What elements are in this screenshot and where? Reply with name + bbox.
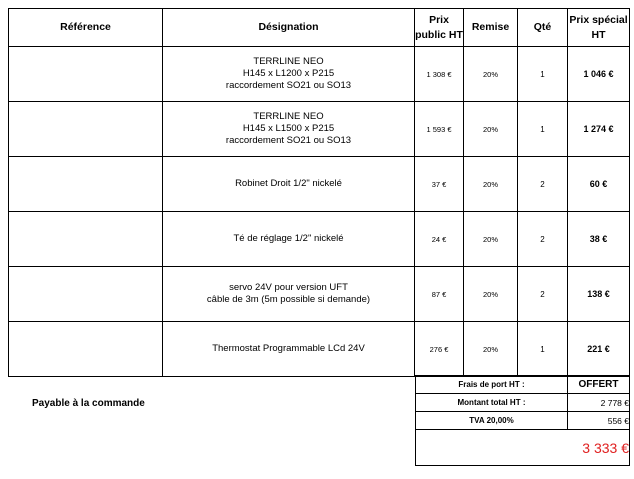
subtotal-row (416, 394, 630, 412)
row-public-price: 87 € (415, 267, 464, 322)
row-discount: 20% (464, 267, 518, 322)
header-special-price: Prix spécial HT (568, 9, 630, 47)
row-discount: 20% (464, 212, 518, 267)
row-discount: 20% (464, 157, 518, 212)
row-special-price: 60 € (568, 157, 630, 212)
table-row (9, 212, 630, 267)
row-special-price: 1 046 € (568, 47, 630, 102)
row-qty: 1 (518, 322, 568, 377)
quote-table (8, 8, 630, 377)
row-reference (9, 212, 163, 267)
row-public-price: 24 € (415, 212, 464, 267)
row-designation: TERRLINE NEO H145 x L1500 x P215 raccordement SO21 ou SO13 (163, 102, 415, 157)
subtotal-label: Montant total HT : (416, 394, 568, 412)
row-designation: Té de réglage 1/2" nickelé (163, 212, 415, 267)
vat-value: 556 € (568, 412, 630, 430)
vat-row (416, 412, 630, 430)
row-public-price: 276 € (415, 322, 464, 377)
row-qty: 2 (518, 267, 568, 322)
vat-label: TVA 20,00% (416, 412, 568, 430)
subtotal-value: 2 778 € (568, 394, 630, 412)
header-qty: Qté (518, 9, 568, 47)
row-public-price: 1 308 € (415, 47, 464, 102)
table-row (9, 102, 630, 157)
row-special-price: 1 274 € (568, 102, 630, 157)
row-discount: 20% (464, 102, 518, 157)
payment-terms: Payable à la commande (32, 398, 145, 409)
row-public-price: 37 € (415, 157, 464, 212)
row-public-price: 1 593 € (415, 102, 464, 157)
table-row (9, 157, 630, 212)
row-qty: 1 (518, 47, 568, 102)
table-row (9, 267, 630, 322)
table-header-row (9, 9, 630, 47)
row-discount: 20% (464, 322, 518, 377)
row-special-price: 138 € (568, 267, 630, 322)
row-designation: servo 24V pour version UFT câble de 3m (5m possible si demande) (163, 267, 415, 322)
row-qty: 2 (518, 157, 568, 212)
row-reference (9, 102, 163, 157)
header-discount: Remise (464, 9, 518, 47)
shipping-row (416, 376, 630, 394)
row-reference (9, 157, 163, 212)
shipping-value: OFFERT (568, 376, 630, 394)
row-qty: 1 (518, 102, 568, 157)
row-special-price: 221 € (568, 322, 630, 377)
row-discount: 20% (464, 47, 518, 102)
row-designation: Robinet Droit 1/2" nickelé (163, 157, 415, 212)
totals-table (415, 375, 630, 466)
row-special-price: 38 € (568, 212, 630, 267)
grand-total-row (416, 430, 630, 466)
table-row (9, 47, 630, 102)
grand-total-value: 3 333 € (416, 430, 630, 466)
table-row (9, 322, 630, 377)
row-reference (9, 267, 163, 322)
row-designation: Thermostat Programmable LCd 24V (163, 322, 415, 377)
shipping-label: Frais de port HT : (416, 376, 568, 394)
row-designation: TERRLINE NEO H145 x L1200 x P215 raccordement SO21 ou SO13 (163, 47, 415, 102)
header-reference: Référence (9, 9, 163, 47)
row-qty: 2 (518, 212, 568, 267)
row-reference (9, 47, 163, 102)
header-public-price: Prix public HT (415, 9, 464, 47)
header-designation: Désignation (163, 9, 415, 47)
row-reference (9, 322, 163, 377)
